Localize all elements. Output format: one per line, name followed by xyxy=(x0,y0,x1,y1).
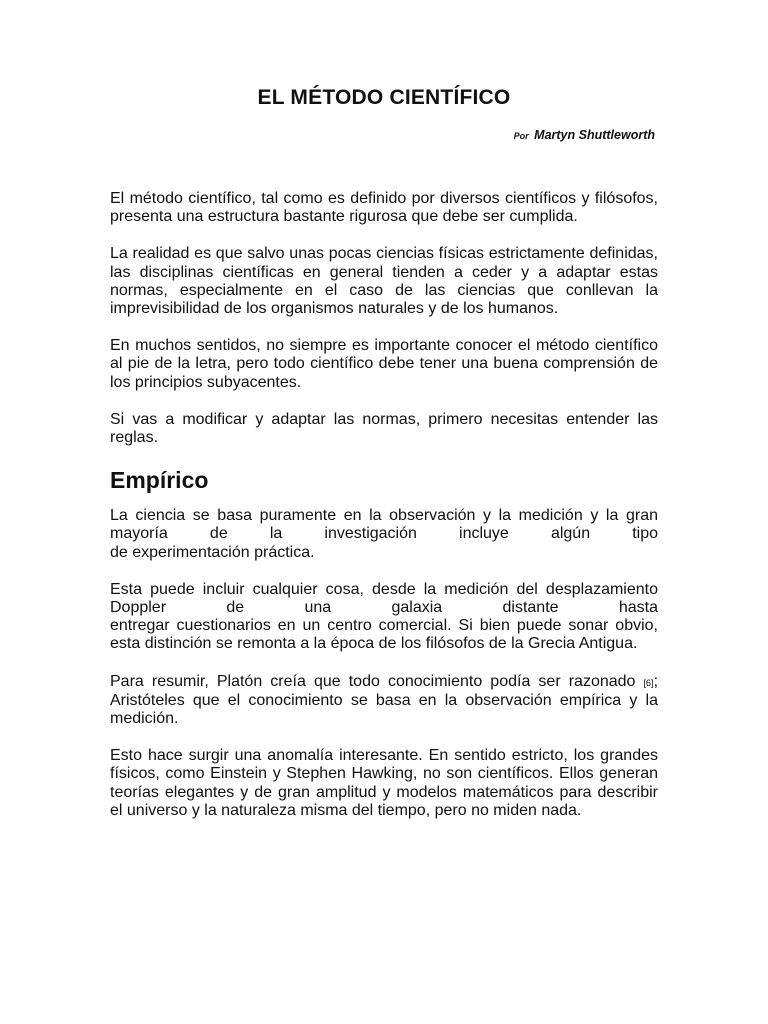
document-title: EL MÉTODO CIENTÍFICO xyxy=(257,86,511,109)
section-paragraph-2-rest: entregar cuestionarios en un centro comercial. Si bien puede sonar obvio, esta distinción se remonta a la época de los filósofos de la Grecia Antigua. xyxy=(110,617,658,653)
section-paragraph-3-continuation: ; Aristóteles que el conocimiento se basa en la observación empírica y la medición. xyxy=(110,672,659,728)
section-paragraph-1 xyxy=(110,507,658,562)
section-paragraph-2 xyxy=(110,581,658,654)
author-name: Martyn Shuttleworth xyxy=(534,128,655,142)
section-heading: Empírico xyxy=(110,467,209,494)
section-paragraph-4: Esto hace surgir una anomalía interesante. En sentido estricto, los grandes físicos, como Einstein y Stephen Hawking, no son científicos. Ellos generan teorías elegantes y de gran amplitud y modelos matemáticos para describir el universo y la naturaleza misma del tiempo, pero no miden nada. xyxy=(110,747,658,819)
section-paragraph-2-lead: Esta puede incluir cualquier cosa, desde la medición del desplazamiento Doppler de una galaxia distante hasta xyxy=(110,580,658,617)
document-body xyxy=(110,190,658,839)
byline-prefix: Por xyxy=(513,131,529,141)
section-paragraph-1-line-2: de experimentación práctica. xyxy=(110,543,315,561)
intro-paragraph-3: En muchos sentidos, no siempre es importante conocer el método científico al pie de la letra, pero todo científico debe tener una buena comprensión de los principios subyacentes. xyxy=(110,337,658,391)
section-paragraph-1-line-1: La ciencia se basa puramente en la observación y la medición y la gran mayoría de la investigación incluye algún tipo xyxy=(110,507,658,543)
intro-paragraph-2: La realidad es que salvo unas pocas ciencias físicas estrictamente definidas, las disciplinas científicas en general tienden a ceder y a adaptar estas normas, especialmente en el caso de las ciencias que conllevan la imprevisibilidad de los organismos naturales y de los humanos. xyxy=(110,245,658,318)
section-paragraph-3 xyxy=(110,673,658,729)
intro-paragraph-1: El método científico, tal como es definido por diversos científicos y filósofos, presenta una estructura bastante rigurosa que debe ser cumplida. xyxy=(110,190,658,226)
citation-ref[interactable]: [6] xyxy=(643,677,654,688)
intro-paragraph-4: Si vas a modificar y adaptar las normas, primero necesitas entender las reglas. xyxy=(110,410,658,447)
section-paragraph-3-text: Para resumir, Platón creía que todo conocimiento podía ser razonado xyxy=(110,672,636,690)
byline xyxy=(514,128,655,142)
